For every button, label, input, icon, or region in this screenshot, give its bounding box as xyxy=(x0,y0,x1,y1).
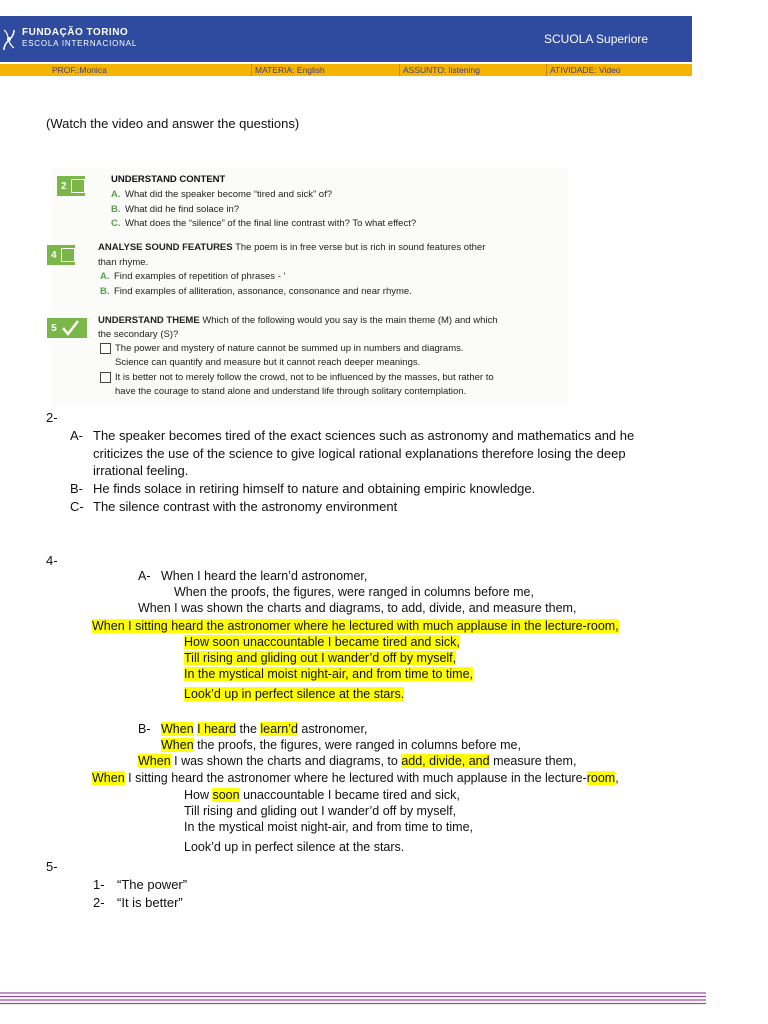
teacher-field: PROF.:Monica xyxy=(52,65,107,75)
poem-line: When the proofs, the figures, were ranged in columns before me, xyxy=(161,738,521,752)
answer-5-label: 5- xyxy=(46,859,58,874)
q2-item-b: B. What did he find solace in? xyxy=(111,204,240,215)
answer-5-item: “The power” xyxy=(117,877,188,892)
info-divider xyxy=(399,64,400,76)
answer-2c-letter: C- xyxy=(70,499,84,514)
poem-line: When I was shown the charts and diagrams, to add, divide, and measure them, xyxy=(138,601,577,615)
q5-prompt-cont: the secondary (S)? xyxy=(98,329,179,340)
answer-2b-letter: B- xyxy=(70,481,83,496)
q4-item-a: A. Find examples of repetition of phrases - ' xyxy=(100,271,286,282)
answer-2a-line: irrational feeling. xyxy=(93,463,189,478)
book-icon xyxy=(61,248,75,262)
q4-prompt-cont: than rhyme. xyxy=(98,257,149,268)
q5-option-2-cont: have the courage to stand alone and understand life through solitary contemplation. xyxy=(115,386,467,397)
subject-field: MATERIA: English xyxy=(255,65,325,75)
q5-prompt: UNDERSTAND THEME Which of the following would you say is the main theme (M) and which xyxy=(98,315,498,326)
checkbox-icon xyxy=(100,372,111,383)
q4-prompt: ANALYSE SOUND FEATURES The poem is in free verse but is rich in sound features other xyxy=(98,242,486,253)
poem-line: When I sitting heard the astronomer where he lectured with much applause in the lecture-room, xyxy=(92,771,619,785)
book-icon xyxy=(71,179,85,193)
poem-line: How soon unaccountable I became tired and sick, xyxy=(184,788,460,802)
topic-field: ASSUNTO: listening xyxy=(403,65,480,75)
q5-option-1-cont: Science can quantify and measure but it cannot reach deeper meanings. xyxy=(115,357,421,368)
answer-2a-line: criticizes the use of the science to give logical rational explanations therefore losing the deep xyxy=(93,446,626,461)
poem-line-highlighted: How soon unaccountable I became tired and sick, xyxy=(184,635,460,649)
answer-5-item-num: 1- xyxy=(93,877,105,892)
q4-item-b: B. Find examples of alliteration, assonance, consonance and near rhyme. xyxy=(100,286,412,297)
checkmark-icon xyxy=(61,319,79,337)
poem-line: When I was shown the charts and diagrams, to add, divide, and measure them, xyxy=(138,754,577,768)
answer-5-item-num: 2- xyxy=(93,895,105,910)
answer-4-label: 4- xyxy=(46,553,58,568)
poem-line-highlighted: Till rising and gliding out I wander’d off by myself, xyxy=(184,651,457,665)
q2-item-a: A. What did the speaker become “tired and sick” of? xyxy=(111,189,332,200)
answer-4b-letter: B- xyxy=(138,722,151,736)
poem-line: When the proofs, the figures, were ranged in columns before me, xyxy=(174,585,534,599)
info-divider xyxy=(546,64,547,76)
poem-line-highlighted: Look’d up in perfect silence at the stars. xyxy=(184,687,405,701)
poem-line: When I heard the learn’d astronomer, xyxy=(161,722,368,736)
poem-line-highlighted: When I sitting heard the astronomer where he lectured with much applause in the lecture-room, xyxy=(92,619,619,633)
answer-4a-letter: A- xyxy=(138,569,151,583)
q2-item-c: C. What does the “silence” of the final line contrast with? To what effect? xyxy=(111,218,417,229)
checkbox-icon xyxy=(100,343,111,354)
brand-name: FUNDAÇÃO TORINO xyxy=(22,27,129,38)
footer-rule xyxy=(0,992,706,1006)
answer-5-item: “It is better” xyxy=(117,895,183,910)
poem-line: In the mystical moist night-air, and from time to time, xyxy=(184,820,473,834)
school-logo-icon xyxy=(2,26,16,52)
answer-2-label: 2- xyxy=(46,410,58,425)
q2-heading: UNDERSTAND CONTENT xyxy=(111,174,226,185)
q5-option-2: It is better not to merely follow the crowd, not to be influenced by the masses, but rather to xyxy=(100,372,494,383)
brand-subtitle: ESCOLA INTERNACIONAL xyxy=(22,39,138,48)
answer-2c-line: The silence contrast with the astronomy environment xyxy=(93,499,398,514)
school-level: SCUOLA Superiore xyxy=(544,32,649,46)
info-divider xyxy=(251,64,252,76)
poem-line-highlighted: In the mystical moist night-air, and from time to time, xyxy=(184,667,473,681)
answer-2b-line: He finds solace in retiring himself to nature and obtaining empiric knowledge. xyxy=(93,481,536,496)
question-2-badge: 2 xyxy=(57,176,85,196)
poem-line: Look’d up in perfect silence at the stars. xyxy=(184,840,405,854)
instructions: (Watch the video and answer the questions) xyxy=(46,116,300,131)
poem-line: When I heard the learn’d astronomer, xyxy=(161,569,368,583)
question-4-badge: 4 xyxy=(47,245,75,265)
poem-line: Till rising and gliding out I wander’d off by myself, xyxy=(184,804,457,818)
q5-option-1: The power and mystery of nature cannot be summed up in numbers and diagrams. xyxy=(100,343,464,354)
answer-2a-line: The speaker becomes tired of the exact sciences such as astronomy and mathematics and he xyxy=(93,428,635,443)
activity-field: ATIVIDADE: Video xyxy=(550,65,621,75)
answer-2a-letter: A- xyxy=(70,428,83,443)
question-5-badge: 5 xyxy=(47,318,87,338)
